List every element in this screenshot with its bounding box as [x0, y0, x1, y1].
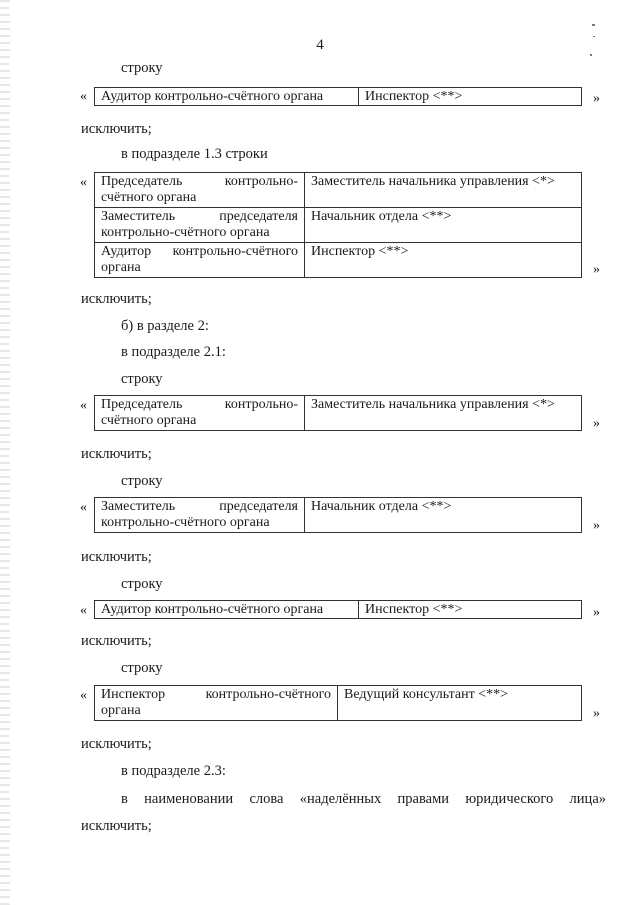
table-cell: Начальник отдела <**>: [305, 208, 582, 243]
quote-open: «: [80, 175, 87, 190]
text-line: исключить;: [81, 291, 152, 307]
table-cell: Инспектор <**>: [359, 88, 582, 106]
table-cell: Заместитель председателя контрольно-счётного органа: [95, 208, 305, 243]
text-line: б) в разделе 2:: [121, 318, 209, 334]
quote-close: »: [593, 605, 600, 620]
text-line: исключить;: [81, 736, 152, 752]
quote-open: «: [80, 688, 87, 703]
quote-open: «: [80, 500, 87, 515]
scan-speck: [590, 54, 592, 56]
table-cell: Аудитор контрольно-счётного органа: [95, 88, 359, 106]
quote-open: «: [80, 89, 87, 104]
quote-close: »: [593, 262, 600, 277]
text-line: строку: [121, 473, 163, 489]
text-line: исключить;: [81, 818, 152, 834]
table-cell: Инспектор контрольно-счётного органа: [95, 686, 338, 721]
scan-edge: [0, 0, 10, 905]
text-line: строку: [121, 576, 163, 592]
table-cell: Инспектор <**>: [359, 601, 582, 619]
text-line: исключить;: [81, 633, 152, 649]
table-cell: Начальник отдела <**>: [305, 498, 582, 533]
table-cell: Председатель контрольно-счётного органа: [95, 173, 305, 208]
text-line: в подразделе 1.3 строки: [121, 146, 268, 162]
table-row: [95, 208, 582, 243]
text-line: строку: [121, 371, 163, 387]
quote-close: »: [593, 706, 600, 721]
quote-open: «: [80, 603, 87, 618]
quote-close: »: [593, 91, 600, 106]
table-row-auditor-2: [94, 600, 582, 619]
table-row: [95, 173, 582, 208]
table-cell: Аудитор контрольно-счётного органа: [95, 243, 305, 278]
text-line: исключить;: [81, 549, 152, 565]
text-line: в подразделе 2.1:: [121, 344, 226, 360]
table-cell: Заместитель начальника управления <*>: [305, 173, 582, 208]
text-line: в подразделе 2.3:: [121, 763, 226, 779]
table-cell: Заместитель начальника управления <*>: [305, 396, 582, 431]
table-row-zamestitel: [94, 497, 582, 533]
table-sub13: [94, 172, 582, 278]
table-cell: Заместитель председателя контрольно-счётного органа: [95, 498, 305, 533]
text-line: строку: [121, 660, 163, 676]
scan-speck: [592, 24, 595, 26]
quote-open: «: [80, 398, 87, 413]
table-row: [95, 243, 582, 278]
table-cell: Аудитор контрольно-счётного органа: [95, 601, 359, 619]
text-line: строку: [121, 60, 163, 76]
text-line: исключить;: [81, 446, 152, 462]
table-row-inspektor: [94, 685, 582, 721]
table-row-predsedatel: [94, 395, 582, 431]
page-number: 4: [316, 37, 324, 53]
table-cell: Председатель контрольно-счётного органа: [95, 396, 305, 431]
text-line: в наименовании слова «наделённых правами юридического лица»: [121, 791, 606, 807]
text-line: исключить;: [81, 121, 152, 137]
table-row-auditor: [94, 87, 582, 106]
quote-close: »: [593, 416, 600, 431]
table-cell: Инспектор <**>: [305, 243, 582, 278]
table-cell: Ведущий консультант <**>: [338, 686, 582, 721]
quote-close: »: [593, 518, 600, 533]
